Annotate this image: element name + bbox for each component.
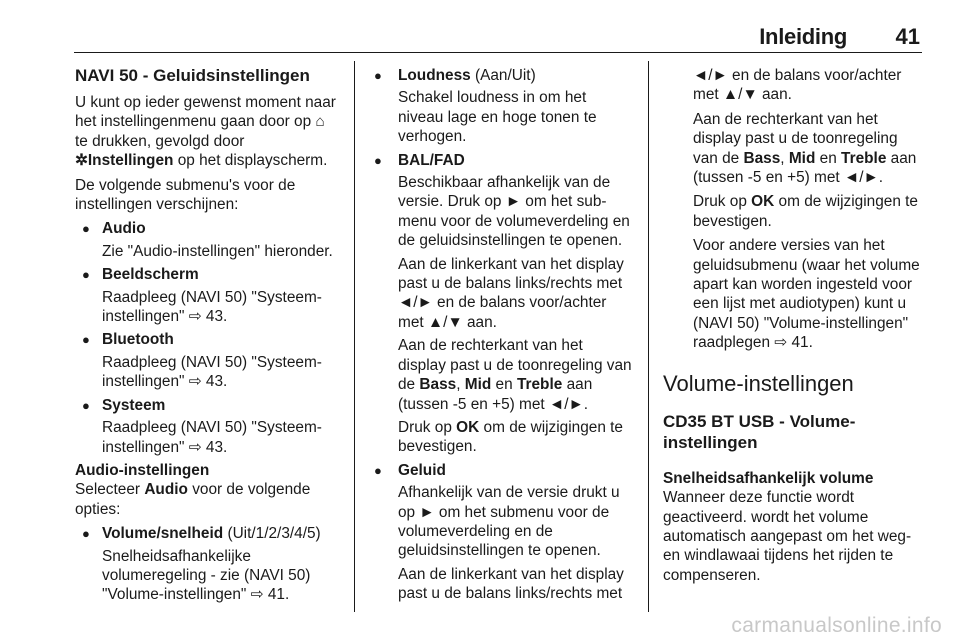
list-item: ● Geluid Afhankelijk van de versie drukt u op ► om het submenu voor de volumeverdeling en de geluidsinstellingen te openen. Aan de linkerkant van het display past u de balans links/rechts met	[374, 461, 624, 603]
page-number: 41	[895, 24, 920, 49]
intro-paragraph: U kunt op ieder gewenst moment naar het instellingenmenu gaan door op ⌂ te drukken, gevolgd door ✲Instellingen op het displayscherm.	[75, 94, 336, 170]
bullet-icon: ●	[82, 221, 90, 237]
submenu-intro: De volgende submenu's voor de instellingen verschijnen:	[75, 176, 296, 214]
column-3: ◄/► en de balans voor/achter met ▲/▼ aan. Aan de rechterkant van het display past u de toonregeling van de Bass, Mid en Treble aan (tussen -5 en +5) met ◄/►. Druk op OK om de wijzigingen te bevestigen. Voor andere versies van het geluidsubmenu (waar het volume apart kan worden ingesteld voor een lijst met audiotypen) kunt u (NAVI 50) "Volume-instellingen" raadplegen ⇨ 41. Volume-instellingen CD35 BT USB - Volume-instellingen Snelheidsafhankelijk volume Wanneer deze functie wordt geactiveerd. wordt het volume automatisch aangepast om het weg- en windlawaai tijdens het rijden te compenseren.	[663, 66, 925, 590]
column-divider-1	[354, 61, 355, 612]
gear-icon: ✲	[75, 152, 88, 170]
list-item: ● BAL/FAD Beschikbaar afhankelijk van de versie. Druk op ► om het sub-menu voor de volumeverdeling en de geluidsinstellingen te openen. Aan de linkerkant van het display past u de balans links/rechts met ◄/► en de balans voor/achter met ▲/▼ aan. Aan de rechterkant van het display past u de toonregeling van de Bass, Mid en Treble aan (tussen -5 en +5) met ◄/►. Druk op OK om de wijzigingen te bevestigen.	[374, 151, 632, 456]
bullet-icon: ●	[82, 526, 90, 542]
list-item: ● Beeldscherm Raadpleeg (NAVI 50) "Systeem-instellingen" ⇨ 43.	[82, 266, 322, 326]
bullet-icon: ●	[82, 397, 90, 413]
list-item: ● Bluetooth Raadpleeg (NAVI 50) "Systeem-instellingen" ⇨ 43.	[82, 331, 322, 391]
bullet-icon: ●	[374, 68, 382, 83]
section-heading-navi50: NAVI 50 - Geluidsinstellingen	[75, 66, 310, 85]
chapter-title: Inleiding	[759, 24, 847, 49]
section-heading-volume: Volume-instellingen	[663, 370, 854, 396]
home-icon: ⌂	[315, 113, 325, 131]
list-item: ● Loudness (Aan/Uit) Schakel loudness in om het niveau lage en hoge tonen te verhogen.	[374, 67, 597, 146]
subsection-heading-cd35: CD35 BT USB - Volume-instellingen	[663, 411, 856, 452]
watermark: carmanualsonline.info	[731, 614, 942, 637]
audio-intro: Selecteer Audio voor de volgende opties:	[75, 481, 311, 518]
page-header	[0, 0, 960, 52]
bullet-icon: ●	[374, 152, 382, 168]
audio-settings-heading: Audio-instellingen	[75, 461, 210, 479]
bullet-icon: ●	[374, 462, 382, 478]
list-item: ● Volume/snelheid (Uit/1/2/3/4/5) Snelheidsafhankelijke volumeregeling - zie (NAVI 50) "Volume-instellingen" ⇨ 41.	[82, 525, 321, 604]
column-divider-2	[648, 61, 649, 612]
list-item: ● Audio Zie "Audio-instellingen" hieronder.	[82, 220, 333, 260]
speed-volume-body: Wanneer deze functie wordt geactiveerd. wordt het volume automatisch aangepast om het weg- en windlawaai tijdens het rijden te compenseren.	[663, 489, 912, 584]
bullet-icon: ●	[82, 267, 90, 283]
column-1	[75, 66, 341, 609]
header-rule	[74, 52, 922, 53]
column-2	[372, 66, 634, 608]
list-item: ● Systeem Raadpleeg (NAVI 50) "Systeem-instellingen" ⇨ 43.	[82, 396, 322, 456]
bullet-icon: ●	[82, 332, 90, 348]
speed-volume-heading: Snelheidsafhankelijk volume	[663, 469, 874, 487]
